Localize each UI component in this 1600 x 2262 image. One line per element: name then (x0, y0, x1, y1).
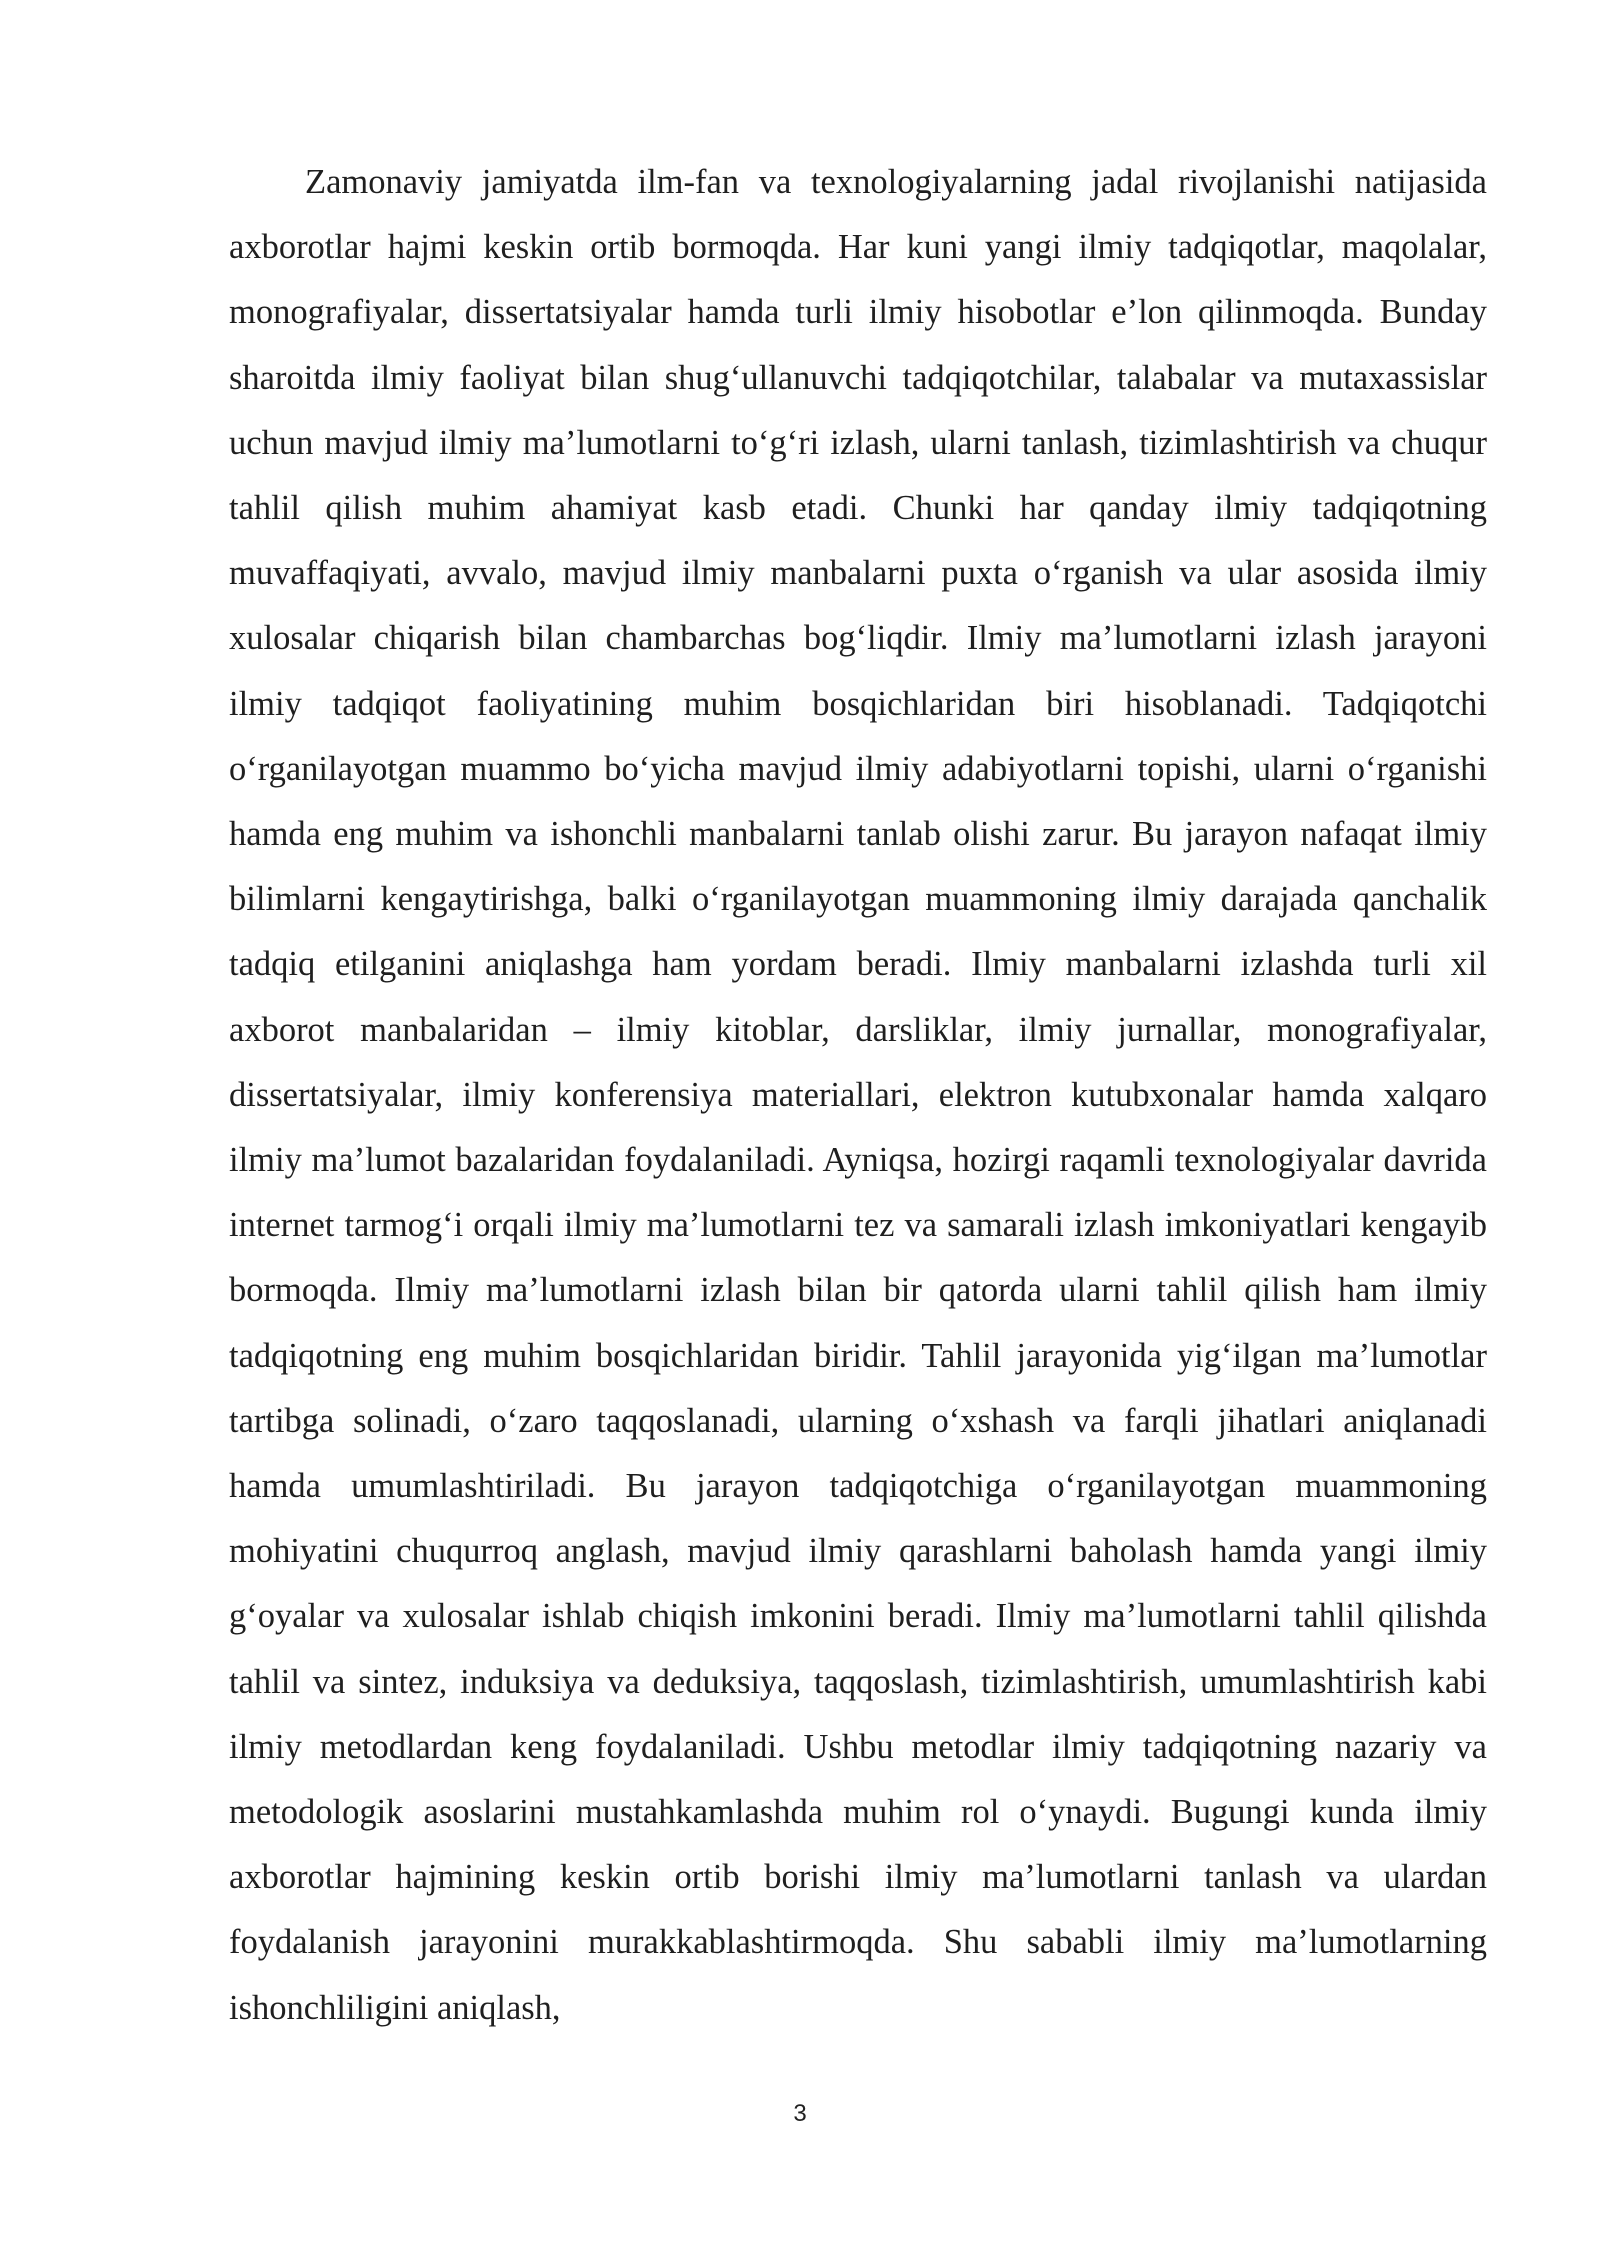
page-number: 3 (793, 2100, 807, 2127)
body-paragraph: Zamonaviy jamiyatda ilm-fan va texnologiyalarning jadal rivojlanishi natijasida axborotlar hajmi keskin ortib bormoqda. Har kuni yangi ilmiy tadqiqotlar, maqolalar, monografiyalar, dissertatsiyalar hamda turli ilmiy hisobotlar e’lon qilinmoqda. Bunday sharoitda ilmiy faoliyat bilan shug‘ullanuvchi tadqiqotchilar, talabalar va mutaxassislar uchun mavjud ilmiy ma’lumotlarni to‘g‘ri izlash, ularni tanlash, tizimlashtirish va chuqur tahlil qilish muhim ahamiyat kasb etadi. Chunki har qanday ilmiy tadqiqotning muvaffaqiyati, avvalo, mavjud ilmiy manbalarni puxta o‘rganish va ular asosida ilmiy xulosalar chiqarish bilan chambarchas bog‘liqdir. Ilmiy ma’lumotlarni izlash jarayoni ilmiy tadqiqot faoliyatining muhim bosqichlaridan biri hisoblanadi. Tadqiqotchi o‘rganilayotgan muammo bo‘yicha mavjud ilmiy adabiyotlarni topishi, ularni o‘rganishi hamda eng muhim va ishonchli manbalarni tanlab olishi zarur. Bu jarayon nafaqat ilmiy bilimlarni kengaytirishga, balki o‘rganilayotgan muammoning ilmiy darajada qanchalik tadqiq etilganini aniqlashga ham yordam beradi. Ilmiy manbalarni izlashda turli xil axborot manbalaridan – ilmiy kitoblar, darsliklar, ilmiy jurnallar, monografiyalar, dissertatsiyalar, ilmiy konferensiya materiallari, elektron kutubxonalar hamda xalqaro ilmiy ma’lumot bazalaridan foydalaniladi. Ayniqsa, hozirgi raqamli texnologiyalar davrida internet tarmog‘i orqali ilmiy ma’lumotlarni tez va samarali izlash imkoniyatlari kengayib bormoqda. Ilmiy ma’lumotlarni izlash bilan bir qatorda ularni tahlil qilish ham ilmiy tadqiqotning eng muhim bosqichlaridan biridir. Tahlil jarayonida yig‘ilgan ma’lumotlar tartibga solinadi, o‘zaro taqqoslanadi, ularning o‘xshash va farqli jihatlari aniqlanadi hamda umumlashtiriladi. Bu jarayon tadqiqotchiga o‘rganilayotgan muammoning mohiyatini chuqurroq anglash, mavjud ilmiy qarashlarni baholash hamda yangi ilmiy g‘oyalar va xulosalar ishlab chiqish imkonini beradi. Ilmiy ma’lumotlarni tahlil qilishda tahlil va sintez, induksiya va deduksiya, taqqoslash, tizimlashtirish, umumlashtirish kabi ilmiy metodlardan keng foydalaniladi. Ushbu metodlar ilmiy tadqiqotning nazariy va metodologik asoslarini mustahkamlashda muhim rol o‘ynaydi. Bugungi kunda ilmiy axborotlar hajmining keskin ortib borishi ilmiy ma’lumotlarni tanlash va ulardan foydalanish jarayonini murakkablashtirmoqda. Shu sababli ilmiy ma’lumotlarning ishonchliligini aniqlash, (229, 163, 1487, 2027)
